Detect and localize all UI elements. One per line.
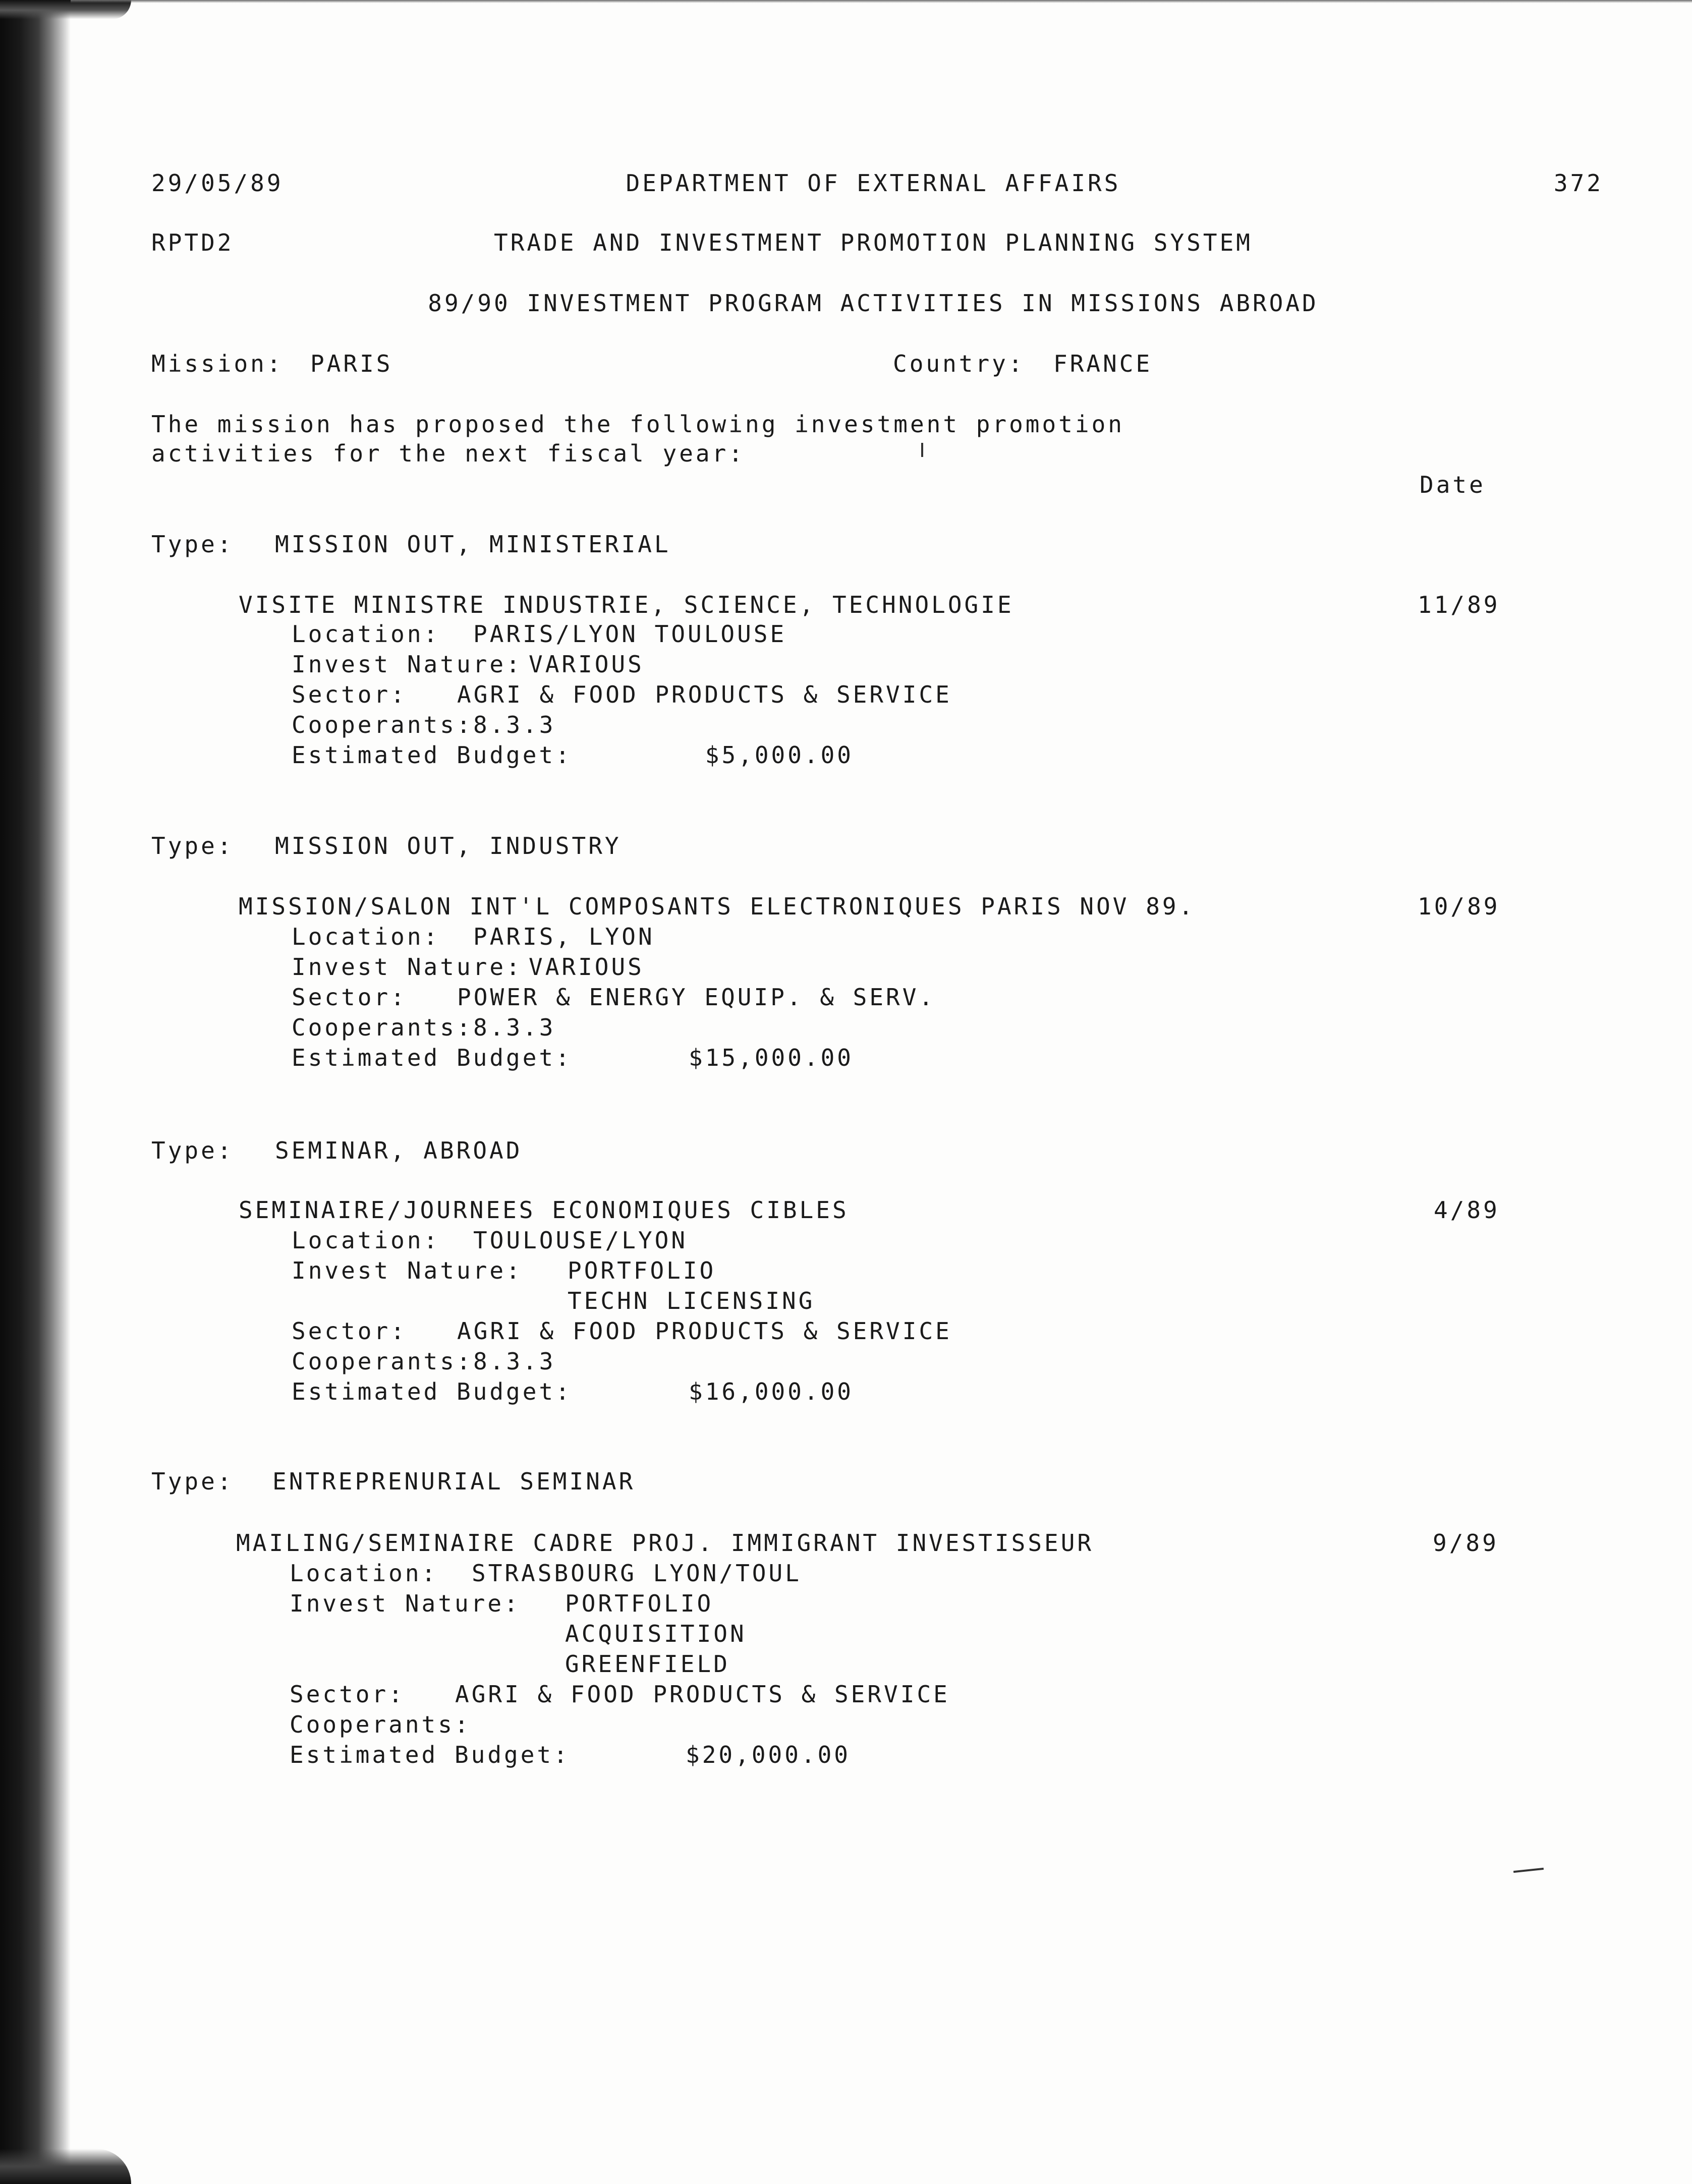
- sector-label: Sector:: [292, 681, 407, 708]
- activity-title: MAILING/SEMINAIRE CADRE PROJ. IMMIGRANT INVESTISSEUR: [236, 1529, 1094, 1557]
- type-label: Type:: [151, 832, 234, 859]
- sector-value: AGRI & FOOD PRODUCTS & SERVICE: [455, 1681, 950, 1708]
- activity-type: MISSION OUT, INDUSTRY: [275, 832, 622, 859]
- cooperants-value: 8.3.3: [473, 711, 556, 738]
- country-value: FRANCE: [1053, 350, 1153, 377]
- invest-nature-value: PORTFOLIO: [565, 1590, 714, 1617]
- invest-nature-value: VARIOUS: [529, 953, 644, 981]
- activity-title: VISITE MINISTRE INDUSTRIE, SCIENCE, TECHNOLOGIE: [239, 591, 1014, 618]
- scan-mark: [921, 443, 923, 457]
- type-label: Type:: [151, 1468, 234, 1495]
- budget-label: Estimated Budget:: [292, 741, 572, 769]
- cooperants-value: 8.3.3: [473, 1014, 556, 1041]
- location-value: STRASBOURG LYON/TOUL: [472, 1560, 802, 1587]
- date-column-label: Date: [1420, 471, 1486, 498]
- system-name: TRADE AND INVESTMENT PROMOTION PLANNING SYSTEM: [494, 229, 1253, 256]
- budget-label: Estimated Budget:: [292, 1378, 572, 1405]
- sector-value: POWER & ENERGY EQUIP. & SERV.: [457, 984, 936, 1011]
- sector-value: AGRI & FOOD PRODUCTS & SERVICE: [457, 681, 952, 708]
- budget-value: $15,000.00: [689, 1044, 854, 1071]
- invest-nature-value: VARIOUS: [529, 651, 644, 678]
- budget-value: $20,000.00: [686, 1741, 851, 1768]
- sector-label: Sector:: [290, 1681, 405, 1708]
- sector-value: AGRI & FOOD PRODUCTS & SERVICE: [457, 1317, 952, 1345]
- department-name: DEPARTMENT OF EXTERNAL AFFAIRS: [626, 169, 1121, 197]
- intro-line-2: activities for the next fiscal year:: [151, 440, 745, 467]
- activity-date: 4/89: [1434, 1196, 1500, 1224]
- page-number: 372: [1553, 169, 1603, 197]
- invest-nature-value: ACQUISITION: [565, 1620, 747, 1647]
- location-label: Location:: [290, 1560, 438, 1587]
- activity-type: SEMINAR, ABROAD: [275, 1137, 523, 1164]
- sector-label: Sector:: [292, 1317, 407, 1345]
- cooperants-label: Cooperants:: [292, 1348, 473, 1375]
- activity-type: ENTREPRENURIAL SEMINAR: [272, 1468, 636, 1495]
- invest-nature-label: Invest Nature:: [292, 953, 523, 981]
- location-value: PARIS, LYON: [473, 923, 655, 950]
- report-code: RPTD2: [151, 229, 234, 256]
- scan-mark: [1513, 1868, 1544, 1873]
- type-label: Type:: [151, 531, 234, 558]
- budget-label: Estimated Budget:: [290, 1741, 570, 1768]
- location-label: Location:: [292, 620, 440, 648]
- location-value: TOULOUSE/LYON: [473, 1227, 688, 1254]
- location-label: Location:: [292, 1227, 440, 1254]
- activity-date: 11/89: [1418, 591, 1500, 618]
- budget-label: Estimated Budget:: [292, 1044, 572, 1071]
- activity-type: MISSION OUT, MINISTERIAL: [275, 531, 671, 558]
- location-value: PARIS/LYON TOULOUSE: [473, 620, 787, 648]
- cooperants-value: 8.3.3: [473, 1348, 556, 1375]
- invest-nature-label: Invest Nature:: [292, 1257, 523, 1284]
- mission-label: Mission:: [151, 350, 284, 377]
- activity-date: 10/89: [1418, 893, 1500, 920]
- intro-line-1: The mission has proposed the following investment promotion: [151, 411, 1124, 438]
- invest-nature-value: GREENFIELD: [565, 1650, 730, 1678]
- location-label: Location:: [292, 923, 440, 950]
- activity-title: SEMINAIRE/JOURNEES ECONOMIQUES CIBLES: [239, 1196, 849, 1224]
- invest-nature-label: Invest Nature:: [290, 1590, 521, 1617]
- page-top-edge: [71, 0, 1692, 3]
- mission-value: PARIS: [310, 350, 393, 377]
- cooperants-label: Cooperants:: [292, 1014, 473, 1041]
- country-label: Country:: [893, 350, 1025, 377]
- type-label: Type:: [151, 1137, 234, 1164]
- print-date: 29/05/89: [151, 169, 284, 197]
- budget-value: $16,000.00: [689, 1378, 854, 1405]
- activity-title: MISSION/SALON INT'L COMPOSANTS ELECTRONIQUES PARIS NOV 89.: [239, 893, 1196, 920]
- invest-nature-value: PORTFOLIO: [568, 1257, 716, 1284]
- report-title: 89/90 INVESTMENT PROGRAM ACTIVITIES IN MISSIONS ABROAD: [428, 290, 1319, 317]
- cooperants-label: Cooperants:: [292, 711, 473, 738]
- cooperants-label: Cooperants:: [290, 1711, 471, 1738]
- sector-label: Sector:: [292, 984, 407, 1011]
- budget-value: $5,000.00: [705, 741, 854, 769]
- invest-nature-value: TECHN LICENSING: [568, 1287, 815, 1314]
- invest-nature-label: Invest Nature:: [292, 651, 523, 678]
- binding-edge: [0, 0, 71, 2184]
- activity-date: 9/89: [1433, 1529, 1499, 1557]
- binding-corner-bottom: [0, 2149, 131, 2184]
